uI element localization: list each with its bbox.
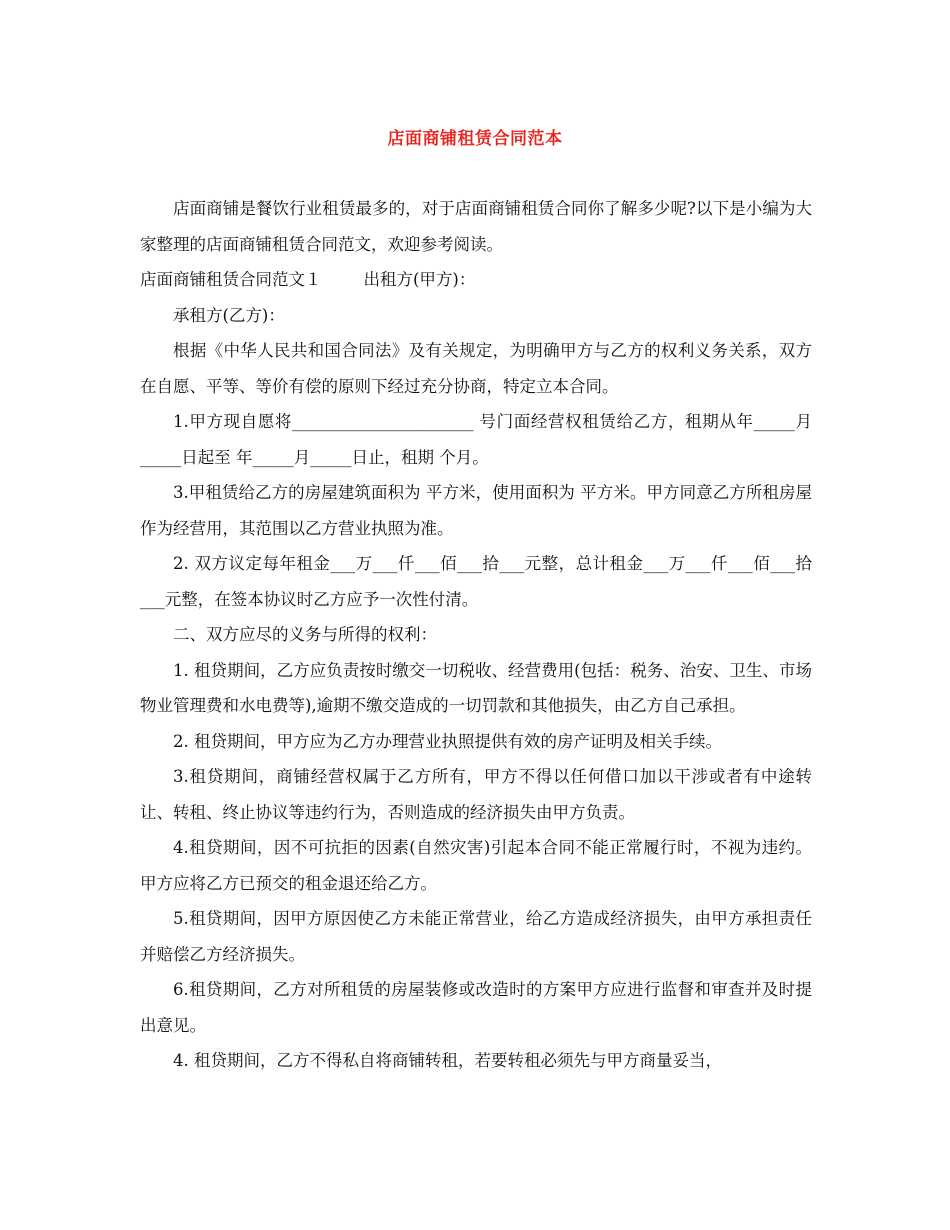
lessee-line: 承租方(乙方)：: [173, 305, 285, 325]
legal-basis-paragraph: 根据《中华人民共和国合同法》及有关规定，为明确甲方与乙方的权利义务关系，双方在自愿、平等、等价有偿的原则下经过充分协商，特定立本合同。: [140, 341, 812, 396]
obligation-item: 4. 租贷期间，乙方不得私自将商铺转租，若要转租必须先与甲方商量妥当，: [173, 1051, 722, 1070]
obligation-item: 3.租贷期间，商铺经营权属于乙方所有，甲方不得以任何借口加以干涉或者有中途转让、转租、终止协议等违约行为，否则造成的经济损失由甲方负责。: [140, 767, 812, 822]
document-title: 店面商铺租赁合同范本: [387, 129, 563, 149]
obligation-item: 1. 租贷期间，乙方应负责按时缴交一切税收、经营费用(包括：税务、治安、卫生、市场物业管理费和水电费等),逾期不缴交造成的一切罚款和其他损失，由乙方自己承担。: [140, 660, 812, 715]
obligation-item: 5.租贷期间，因甲方原因使乙方未能正常营业，给乙方造成经济损失，由甲方承担责任并赔偿乙方经济损失。: [140, 909, 812, 964]
obligation-item: 6.租贷期间，乙方对所租赁的房屋装修或改造时的方案甲方应进行监督和审查并及时提出意见。: [140, 980, 812, 1035]
obligation-item: 2. 租贷期间，甲方应为乙方办理营业执照提供有效的房产证明及相关手续。: [173, 731, 722, 751]
obligation-item: 4.租贷期间，因不可抗拒的因素(自然灾害)引起本合同不能正常履行时，不视为违约。甲方应将乙方已预交的租金退还给乙方。: [140, 838, 812, 893]
clause-area: 3.甲租赁给乙方的房屋建筑面积为 平方米，使用面积为 平方米。甲方同意乙方所租房屋作为经营用，其范围以乙方营业执照为准。: [140, 483, 812, 538]
contract-heading-lessor: 店面商铺租赁合同范文１ 出租方(甲方)：: [140, 270, 476, 289]
clause-lease-term: 1.甲方现自愿将______________________ 号门面经营权租赁给乙方，租期从年_____月_____日起至 年_____月_____日止，租期 个月。: [140, 412, 812, 467]
section-obligations-heading: 二、双方应尽的义务与所得的权利：: [173, 625, 437, 644]
intro-paragraph: 店面商铺是餐饮行业租赁最多的，对于店面商铺租赁合同你了解多少呢?以下是小编为大家整理的店面商铺租赁合同范文，欢迎参考阅读。: [140, 199, 812, 254]
document-body: [140, 191, 812, 1079]
clause-rent: 2. 双方议定每年租金___万___仟___佰___拾___元整，总计租金___万___仟___佰___拾___元整，在签本协议时乙方应予一次性付清。: [140, 554, 812, 609]
